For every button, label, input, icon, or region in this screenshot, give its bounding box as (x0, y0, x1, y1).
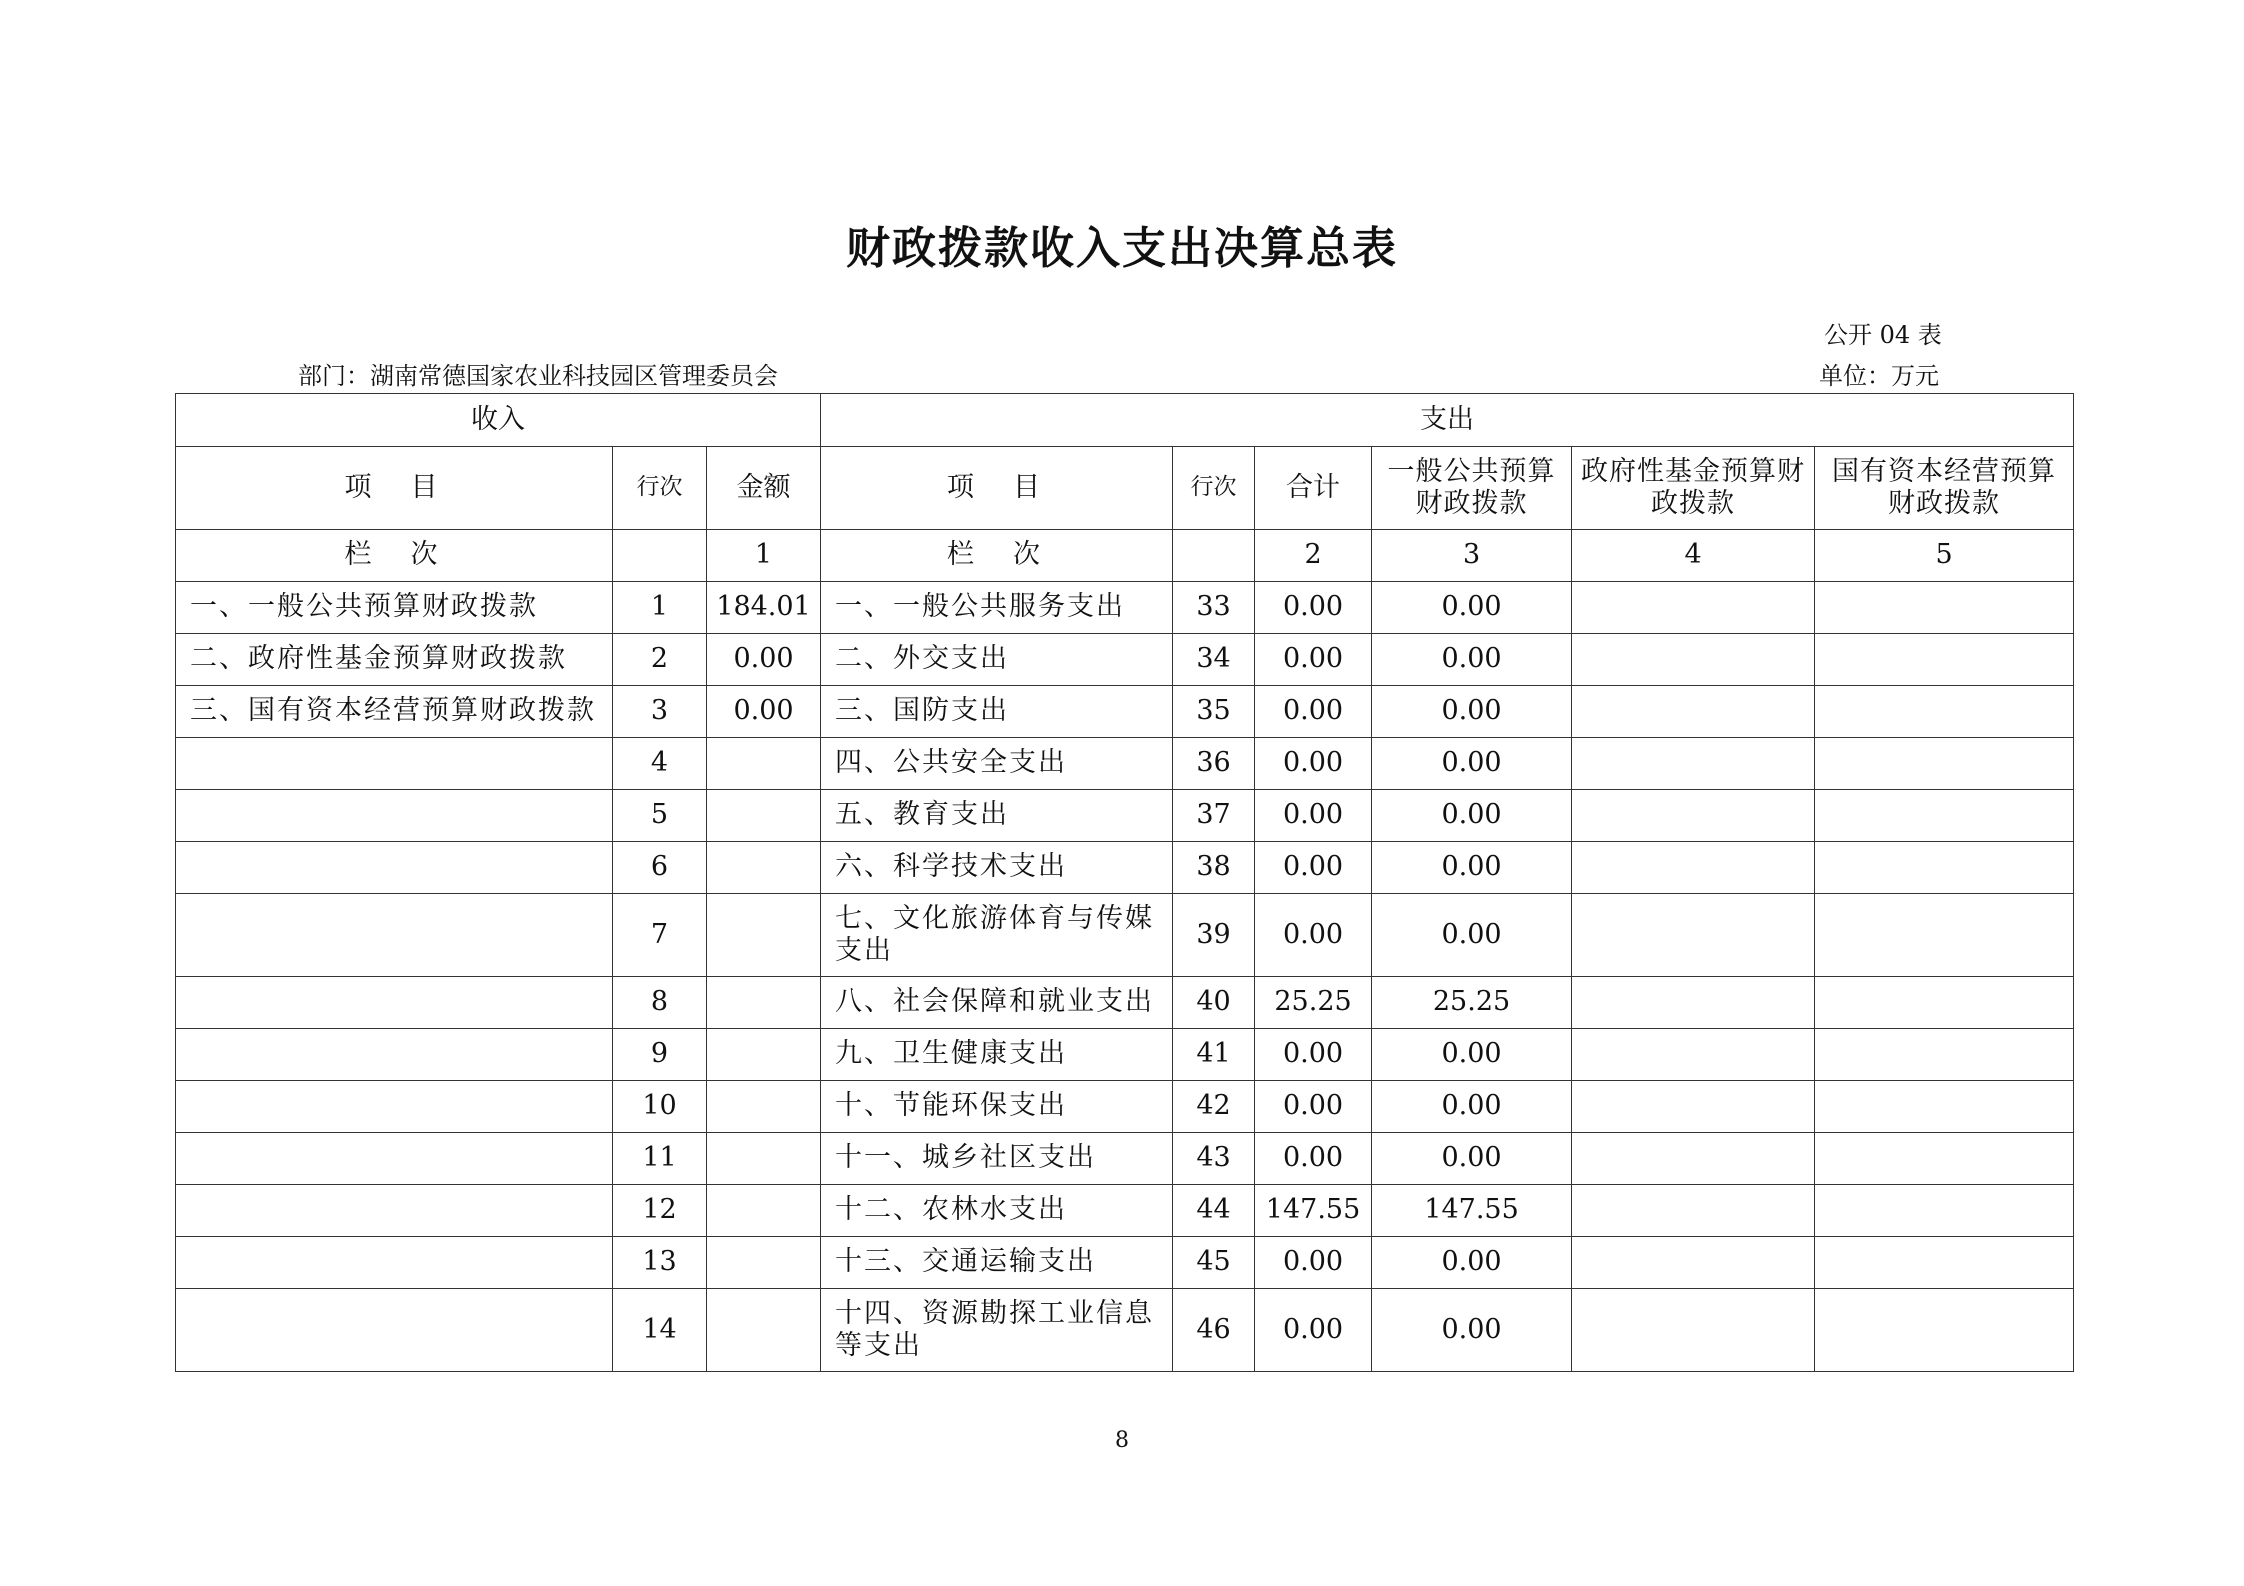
gov-fund-cell (1572, 1237, 1815, 1289)
column-header-row (176, 447, 2074, 530)
income-line-cell: 9 (613, 1029, 707, 1081)
final-accounts-table (175, 393, 2074, 1372)
general-budget-cell: 0.00 (1372, 1289, 1572, 1372)
table-row (176, 686, 2074, 738)
gov-fund-header: 政府性基金预算财政拨款 (1572, 447, 1815, 530)
state-capital-cell (1815, 977, 2074, 1029)
state-capital-cell (1815, 582, 2074, 634)
income-amount-index: 1 (707, 530, 821, 582)
income-line-cell: 5 (613, 790, 707, 842)
expense-item-header: 项 目 (821, 447, 1173, 530)
income-item-cell: 一、一般公共预算财政拨款 (176, 582, 613, 634)
total-cell: 0.00 (1255, 738, 1372, 790)
state-capital-cell (1815, 634, 2074, 686)
income-item-cell (176, 738, 613, 790)
state-capital-cell (1815, 686, 2074, 738)
expense-line-cell: 44 (1173, 1185, 1255, 1237)
income-amount-cell (707, 842, 821, 894)
income-amount-cell: 0.00 (707, 686, 821, 738)
income-amount-cell (707, 1029, 821, 1081)
income-item-cell (176, 1029, 613, 1081)
income-item-header: 项 目 (176, 447, 613, 530)
total-cell: 0.00 (1255, 842, 1372, 894)
state-capital-cell (1815, 1237, 2074, 1289)
gov-fund-cell (1572, 977, 1815, 1029)
income-section-header: 收入 (176, 394, 821, 447)
expense-line-cell: 37 (1173, 790, 1255, 842)
gov-fund-index: 4 (1572, 530, 1815, 582)
general-budget-cell: 0.00 (1372, 790, 1572, 842)
income-item-cell (176, 1289, 613, 1372)
total-cell: 0.00 (1255, 686, 1372, 738)
expense-line-cell: 41 (1173, 1029, 1255, 1081)
income-item-cell (176, 1237, 613, 1289)
income-line-index (613, 530, 707, 582)
income-amount-cell (707, 790, 821, 842)
form-number: 公开 04 表 (1824, 321, 1942, 349)
income-line-cell: 2 (613, 634, 707, 686)
section-header-row (176, 394, 2074, 447)
income-amount-cell (707, 738, 821, 790)
expense-line-cell: 43 (1173, 1133, 1255, 1185)
gov-fund-cell (1572, 894, 1815, 977)
general-budget-cell: 0.00 (1372, 582, 1572, 634)
income-item-cell (176, 842, 613, 894)
general-budget-cell: 0.00 (1372, 894, 1572, 977)
table-row (176, 1289, 2074, 1372)
income-amount-cell: 0.00 (707, 634, 821, 686)
table-row (176, 842, 2074, 894)
income-amount-cell (707, 1289, 821, 1372)
page-number: 8 (1115, 1428, 1129, 1453)
expense-item-cell: 三、国防支出 (821, 686, 1173, 738)
state-capital-cell (1815, 1029, 2074, 1081)
income-amount-cell (707, 977, 821, 1029)
expense-item-cell: 五、教育支出 (821, 790, 1173, 842)
state-capital-cell (1815, 1289, 2074, 1372)
income-item-cell (176, 894, 613, 977)
table-row (176, 738, 2074, 790)
table-row (176, 1029, 2074, 1081)
income-line-cell: 7 (613, 894, 707, 977)
gov-fund-cell (1572, 1289, 1815, 1372)
department-label: 部门：湖南常德国家农业科技园区管理委员会 (298, 362, 778, 390)
expense-line-cell: 42 (1173, 1081, 1255, 1133)
income-item-cell (176, 1185, 613, 1237)
expense-item-cell: 一、一般公共服务支出 (821, 582, 1173, 634)
expense-item-cell: 八、社会保障和就业支出 (821, 977, 1173, 1029)
income-line-cell: 1 (613, 582, 707, 634)
income-amount-cell (707, 894, 821, 977)
expense-item-cell: 十、节能环保支出 (821, 1081, 1173, 1133)
total-cell: 25.25 (1255, 977, 1372, 1029)
total-cell: 0.00 (1255, 634, 1372, 686)
table-row (176, 790, 2074, 842)
page-title: 财政拨款收入支出决算总表 (846, 223, 1398, 274)
expense-line-cell: 36 (1173, 738, 1255, 790)
table-row (176, 1237, 2074, 1289)
general-budget-cell: 25.25 (1372, 977, 1572, 1029)
state-capital-cell (1815, 790, 2074, 842)
total-header: 合计 (1255, 447, 1372, 530)
state-capital-cell (1815, 894, 2074, 977)
income-line-cell: 10 (613, 1081, 707, 1133)
income-amount-cell (707, 1185, 821, 1237)
table-row (176, 1133, 2074, 1185)
general-budget-cell: 147.55 (1372, 1185, 1572, 1237)
table-row (176, 582, 2074, 634)
expense-line-cell: 34 (1173, 634, 1255, 686)
expense-item-cell: 七、文化旅游体育与传媒支出 (821, 894, 1173, 977)
income-item-cell: 三、国有资本经营预算财政拨款 (176, 686, 613, 738)
expense-item-cell: 十四、资源勘探工业信息等支出 (821, 1289, 1173, 1372)
income-item-cell (176, 1133, 613, 1185)
gov-fund-cell (1572, 1029, 1815, 1081)
total-cell: 0.00 (1255, 582, 1372, 634)
gov-fund-cell (1572, 738, 1815, 790)
income-line-cell: 3 (613, 686, 707, 738)
expense-line-cell: 40 (1173, 977, 1255, 1029)
general-budget-cell: 0.00 (1372, 686, 1572, 738)
expense-line-cell: 33 (1173, 582, 1255, 634)
income-item-cell: 二、政府性基金预算财政拨款 (176, 634, 613, 686)
table-row (176, 977, 2074, 1029)
income-item-cell (176, 977, 613, 1029)
gov-fund-cell (1572, 686, 1815, 738)
income-line-cell: 6 (613, 842, 707, 894)
general-budget-index: 3 (1372, 530, 1572, 582)
state-capital-cell (1815, 1133, 2074, 1185)
table-row (176, 1081, 2074, 1133)
general-budget-cell: 0.00 (1372, 1237, 1572, 1289)
total-cell: 147.55 (1255, 1185, 1372, 1237)
state-capital-index: 5 (1815, 530, 2074, 582)
expense-item-cell: 四、公共安全支出 (821, 738, 1173, 790)
income-line-cell: 11 (613, 1133, 707, 1185)
general-budget-cell: 0.00 (1372, 738, 1572, 790)
expense-line-cell: 39 (1173, 894, 1255, 977)
income-index-label: 栏 次 (176, 530, 613, 582)
total-cell: 0.00 (1255, 1237, 1372, 1289)
gov-fund-cell (1572, 634, 1815, 686)
income-line-cell: 8 (613, 977, 707, 1029)
state-capital-header: 国有资本经营预算财政拨款 (1815, 447, 2074, 530)
income-line-header: 行次 (613, 447, 707, 530)
expense-line-cell: 38 (1173, 842, 1255, 894)
state-capital-cell (1815, 1185, 2074, 1237)
unit-label: 单位：万元 (1819, 362, 1939, 390)
gov-fund-cell (1572, 1185, 1815, 1237)
table-row (176, 634, 2074, 686)
general-budget-cell: 0.00 (1372, 842, 1572, 894)
expense-item-cell: 二、外交支出 (821, 634, 1173, 686)
column-index-row (176, 530, 2074, 582)
income-amount-header: 金额 (707, 447, 821, 530)
table-row (176, 1185, 2074, 1237)
expense-item-cell: 十二、农林水支出 (821, 1185, 1173, 1237)
expense-section-header: 支出 (821, 394, 2074, 447)
gov-fund-cell (1572, 582, 1815, 634)
expense-line-index (1173, 530, 1255, 582)
total-cell: 0.00 (1255, 1289, 1372, 1372)
table-row (176, 894, 2074, 977)
general-budget-cell: 0.00 (1372, 1029, 1572, 1081)
income-line-cell: 12 (613, 1185, 707, 1237)
total-cell: 0.00 (1255, 1081, 1372, 1133)
gov-fund-cell (1572, 1133, 1815, 1185)
income-amount-cell (707, 1133, 821, 1185)
state-capital-cell (1815, 842, 2074, 894)
total-cell: 0.00 (1255, 894, 1372, 977)
gov-fund-cell (1572, 842, 1815, 894)
general-budget-header: 一般公共预算财政拨款 (1372, 447, 1572, 530)
total-index: 2 (1255, 530, 1372, 582)
income-amount-cell (707, 1081, 821, 1133)
gov-fund-cell (1572, 790, 1815, 842)
income-line-cell: 14 (613, 1289, 707, 1372)
expense-item-cell: 十一、城乡社区支出 (821, 1133, 1173, 1185)
expense-index-label: 栏 次 (821, 530, 1173, 582)
income-amount-cell: 184.01 (707, 582, 821, 634)
expense-item-cell: 十三、交通运输支出 (821, 1237, 1173, 1289)
state-capital-cell (1815, 1081, 2074, 1133)
total-cell: 0.00 (1255, 1133, 1372, 1185)
income-line-cell: 13 (613, 1237, 707, 1289)
general-budget-cell: 0.00 (1372, 1133, 1572, 1185)
expense-line-header: 行次 (1173, 447, 1255, 530)
expense-item-cell: 六、科学技术支出 (821, 842, 1173, 894)
gov-fund-cell (1572, 1081, 1815, 1133)
income-amount-cell (707, 1237, 821, 1289)
total-cell: 0.00 (1255, 790, 1372, 842)
expense-line-cell: 35 (1173, 686, 1255, 738)
expense-line-cell: 45 (1173, 1237, 1255, 1289)
income-item-cell (176, 790, 613, 842)
expense-item-cell: 九、卫生健康支出 (821, 1029, 1173, 1081)
expense-line-cell: 46 (1173, 1289, 1255, 1372)
income-item-cell (176, 1081, 613, 1133)
general-budget-cell: 0.00 (1372, 634, 1572, 686)
general-budget-cell: 0.00 (1372, 1081, 1572, 1133)
state-capital-cell (1815, 738, 2074, 790)
total-cell: 0.00 (1255, 1029, 1372, 1081)
income-line-cell: 4 (613, 738, 707, 790)
